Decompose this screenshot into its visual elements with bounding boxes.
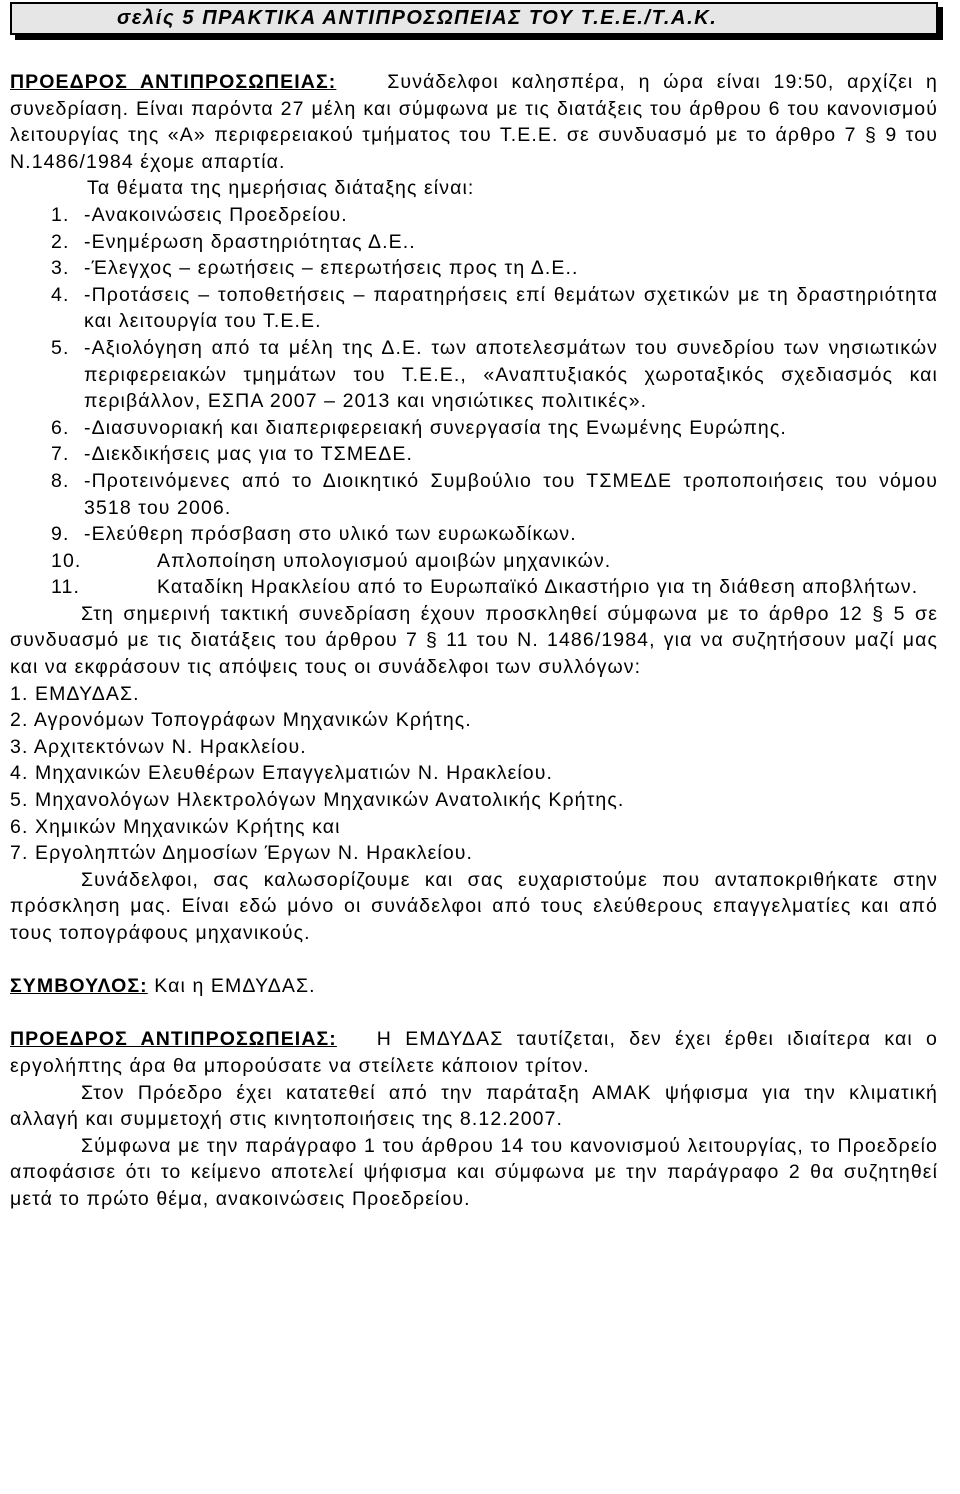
- agenda-item: [52, 282, 938, 335]
- agenda-item: [52, 468, 938, 521]
- paragraph-text: Η ΕΜΔΥΔΑΣ ταυτίζεται, δεν έχει έρθει ιδιαίτερα και ο εργολήπτης άρα θα μπορούσατε να στείλετε κάποιον τρίτον.: [10, 1028, 938, 1077]
- agenda-number: 8.: [51, 469, 70, 492]
- paragraph-text: Συνάδελφοι καλησπέρα, η ώρα είναι 19:50, αρχίζει η συνεδρίαση. Είναι παρόντα 27 μέλη και σύμφωνα με τις διατάξεις του άρθρου 6 του κανονισμού λειτουργίας της «Α» περιφερειακού τμήματος του Τ.Ε.Ε. σε συνδυασμό με το άρθρο 7 § 9 του Ν.1486/1984 έχομε απαρτία.: [10, 71, 938, 173]
- agenda-item: [52, 441, 938, 468]
- union-item: 2. Αγρονόμων Τοπογράφων Μηχανικών Κρήτης.: [10, 709, 472, 732]
- resolution-paragraph: Στον Πρόεδρο έχει κατατεθεί από την παράταξη ΑΜΑΚ ψήφισμα για την κλιματική αλλαγή και συμμετοχή στις κινητοποιήσεις της 8.12.2007.: [10, 1081, 938, 1131]
- advisor-paragraph: [10, 973, 938, 1000]
- regulation-paragraph: Σύμφωνα με την παράγραφο 1 του άρθρου 14 του κανονισμού λειτουργίας, το Προεδρείο αποφάσισε ότι το κείμενο αποτελεί ψήφισμα και σύμφωνα με την παράγραφο 2 θα συζητηθεί μετά το πρώτο θέμα, ανακοινώσεις Προεδρείου.: [10, 1134, 938, 1210]
- chair-paragraph: [10, 1026, 938, 1079]
- agenda-text: Απλοποίηση υπολογισμού αμοιβών μηχανικών.: [157, 549, 612, 572]
- agenda-number: 7.: [51, 443, 70, 466]
- page-header: [10, 2, 938, 35]
- agenda-number: 6.: [51, 416, 70, 439]
- invitation-paragraph: Στη σημερινή τακτική συνεδρίαση έχουν προσκληθεί σύμφωνα με το άρθρο 12 § 5 σε συνδυασμό με τις διατάξεις του άρθρου 7 § 11 του Ν. 1486/1984, για να συζητήσουν μαζί μας και να εκφράσουν τις απόψεις τους οι συνάδελφοι των συλλόγων:: [10, 602, 938, 679]
- agenda-text: -Αξιολόγηση από τα μέλη της Δ.Ε. των αποτελεσμάτων του συνεδρίου των νησιωτικών περιφερειακών τμημάτων του Τ.Ε.Ε., «Αναπτυξιακός χωροταξικός σχεδιασμός και περιβάλλον, ΕΣΠΑ 2007 – 2013 και νησιώτικες πολιτικές».: [84, 336, 938, 413]
- agenda-item: [52, 548, 938, 575]
- speaker-label: ΠΡΟΕΔΡΟΣ ΑΝΤΙΠΡΟΣΩΠΕΙΑΣ:: [10, 1028, 337, 1051]
- spacer: [10, 1000, 938, 1027]
- spacer: [10, 35, 938, 69]
- agenda-item: [52, 335, 938, 415]
- agenda-intro: Τα θέματα της ημερήσιας διάταξης είναι:: [87, 177, 475, 200]
- agenda-text: -Ελεύθερη πρόσβαση στο υλικό των ευρωκωδίκων.: [84, 523, 577, 546]
- union-item: 5. Μηχανολόγων Ηλεκτρολόγων Μηχανικών Ανατολικής Κρήτης.: [10, 789, 625, 812]
- union-item: 1. ΕΜΔΥΔΑΣ.: [10, 682, 140, 705]
- agenda-item: [52, 574, 938, 601]
- agenda-text: -Ανακοινώσεις Προεδρείου.: [84, 203, 348, 226]
- header-title: σελίς 5 ΠΡΑΚΤΙΚΑ ΑΝΤΙΠΡΟΣΩΠΕΙΑΣ ΤΟΥ Τ.Ε.Ε./Τ.Α.Κ.: [117, 7, 718, 29]
- agenda-text: -Έλεγχος – ερωτήσεις – επερωτήσεις προς τη Δ.Ε..: [84, 257, 579, 280]
- unions-list: [10, 681, 938, 867]
- union-item: 6. Χημικών Μηχανικών Κρήτης και: [10, 815, 341, 838]
- agenda-item: [52, 229, 938, 256]
- agenda-number: 4.: [51, 283, 70, 306]
- union-item: 7. Εργοληπτών Δημοσίων Έργων Ν. Ηρακλείου.: [10, 842, 474, 865]
- agenda-item: [52, 415, 938, 442]
- union-item: 4. Μηχανικών Ελευθέρων Επαγγελματιών Ν. Ηρακλείου.: [10, 762, 554, 785]
- spacer: [10, 947, 938, 974]
- agenda-number: 1.: [51, 203, 70, 226]
- agenda-text: -Προτεινόμενες από το Διοικητικό Συμβούλιο του ΤΣΜΕΔΕ τροποποιήσεις του νόμου 3518 του 2006.: [84, 469, 938, 519]
- welcome-paragraph: Συνάδελφοι, σας καλωσορίζουμε και σας ευχαριστούμε που ανταποκριθήκατε στην πρόσκληση μας. Είναι εδώ μόνο οι συνάδελφοι από τους ελεύθερους επαγγελματίες και από τους τοπογράφους μηχανικούς.: [10, 868, 938, 944]
- agenda-number: 5.: [51, 336, 70, 359]
- paragraph-text: Και η ΕΜΔΥΔΑΣ.: [154, 975, 316, 998]
- agenda-number: 9.: [51, 523, 70, 546]
- agenda-text: -Ενημέρωση δραστηριότητας Δ.Ε..: [84, 230, 416, 253]
- speaker-label: ΠΡΟΕΔΡΟΣ ΑΝΤΙΠΡΟΣΩΠΕΙΑΣ:: [10, 71, 337, 93]
- agenda-text: -Διεκδικήσεις μας για το ΤΣΜΕΔΕ.: [84, 443, 414, 466]
- agenda-text: -Διασυνοριακή και διαπεριφερειακή συνεργασία της Ενωμένης Ευρώπης.: [84, 416, 787, 439]
- agenda-text: Καταδίκη Ηρακλείου από το Ευρωπαϊκό Δικαστήριο για τη διάθεση αποβλήτων.: [157, 576, 919, 599]
- agenda-item: [52, 255, 938, 282]
- opening-paragraph: [10, 69, 938, 175]
- document-page: [0, 2, 960, 1494]
- agenda-number: 2.: [51, 230, 70, 253]
- union-item: 3. Αρχιτεκτόνων Ν. Ηρακλείου.: [10, 735, 307, 758]
- agenda-list: [10, 202, 938, 601]
- agenda-number: 11.: [51, 576, 80, 599]
- speaker-label: ΣΥΜΒΟΥΛΟΣ:: [10, 975, 148, 998]
- agenda-text: -Προτάσεις – τοποθετήσεις – παρατηρήσεις επί θεμάτων σχετικών με τη δραστηριότητα και λειτουργία του Τ.Ε.Ε.: [84, 283, 938, 333]
- agenda-number: 10.: [51, 549, 82, 572]
- agenda-item: [52, 521, 938, 548]
- agenda-number: 3.: [51, 257, 70, 280]
- agenda-item: [52, 202, 938, 229]
